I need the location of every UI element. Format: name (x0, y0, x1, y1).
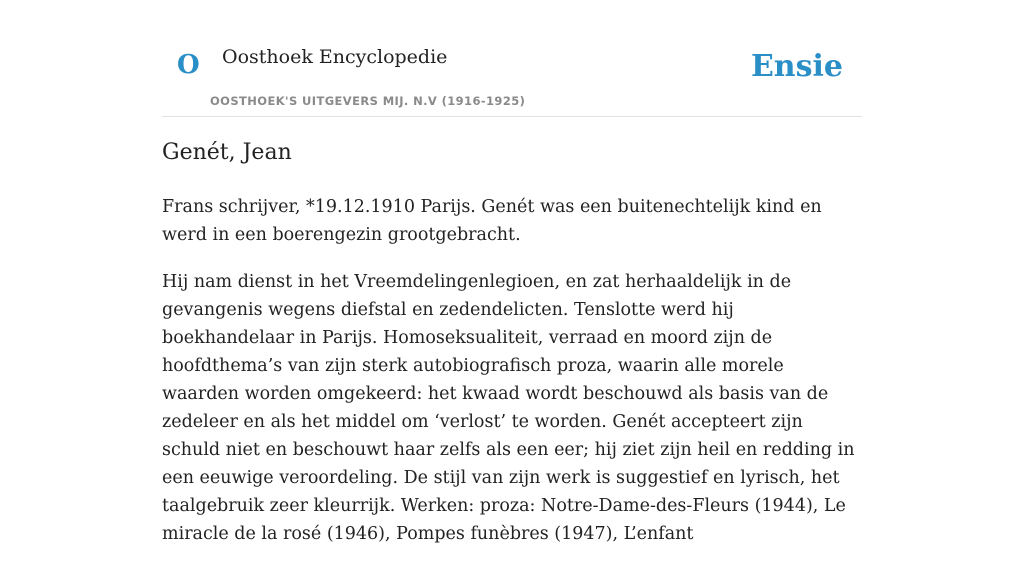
publisher-subtitle: OOSTHOEK'S UITGEVERS MIJ. N.V (1916-1925) (210, 94, 526, 108)
article (162, 136, 862, 567)
site-title-link[interactable]: Oosthoek Encyclopedie (222, 46, 448, 68)
entry-title: Genét, Jean (162, 140, 292, 165)
site-header (162, 0, 862, 117)
ensie-brand-link[interactable]: Ensie (750, 49, 843, 84)
site-logo-icon[interactable]: O (177, 50, 200, 80)
article-paragraph: Hij nam dienst in het Vreemdelingenlegioen, en zat herhaaldelijk in de gevangenis wegens diefstal en zedendelicten. Tenslotte werd hij boekhandelaar in Parijs. Homoseksualiteit, verraad en moord zijn de hoofdthema’s van zijn sterk autobiografisch proza, waarin alle morele waarden worden omgekeerd: het kwaad wordt beschouwd als basis van de zedeleer en als het middel om ‘verlost’ te worden. Genét accepteert zijn schuld niet en beschouwt haar zelfs als een eer; hij ziet zijn heil en redding in een eeuwige veroordeling. De stijl van zijn werk is suggestief en lyrisch, het taalgebruik zeer kleurrijk. Werken: proza: Notre-Dame-des-Fleurs (1944), Le miracle de la rosé (1946), Pompes funèbres (1947), L’enfant (162, 272, 855, 544)
article-paragraph: Frans schrijver, *19.12.1910 Parijs. Genét was een buitenechtelijk kind en werd in een boerengezin grootgebracht. (162, 197, 822, 245)
